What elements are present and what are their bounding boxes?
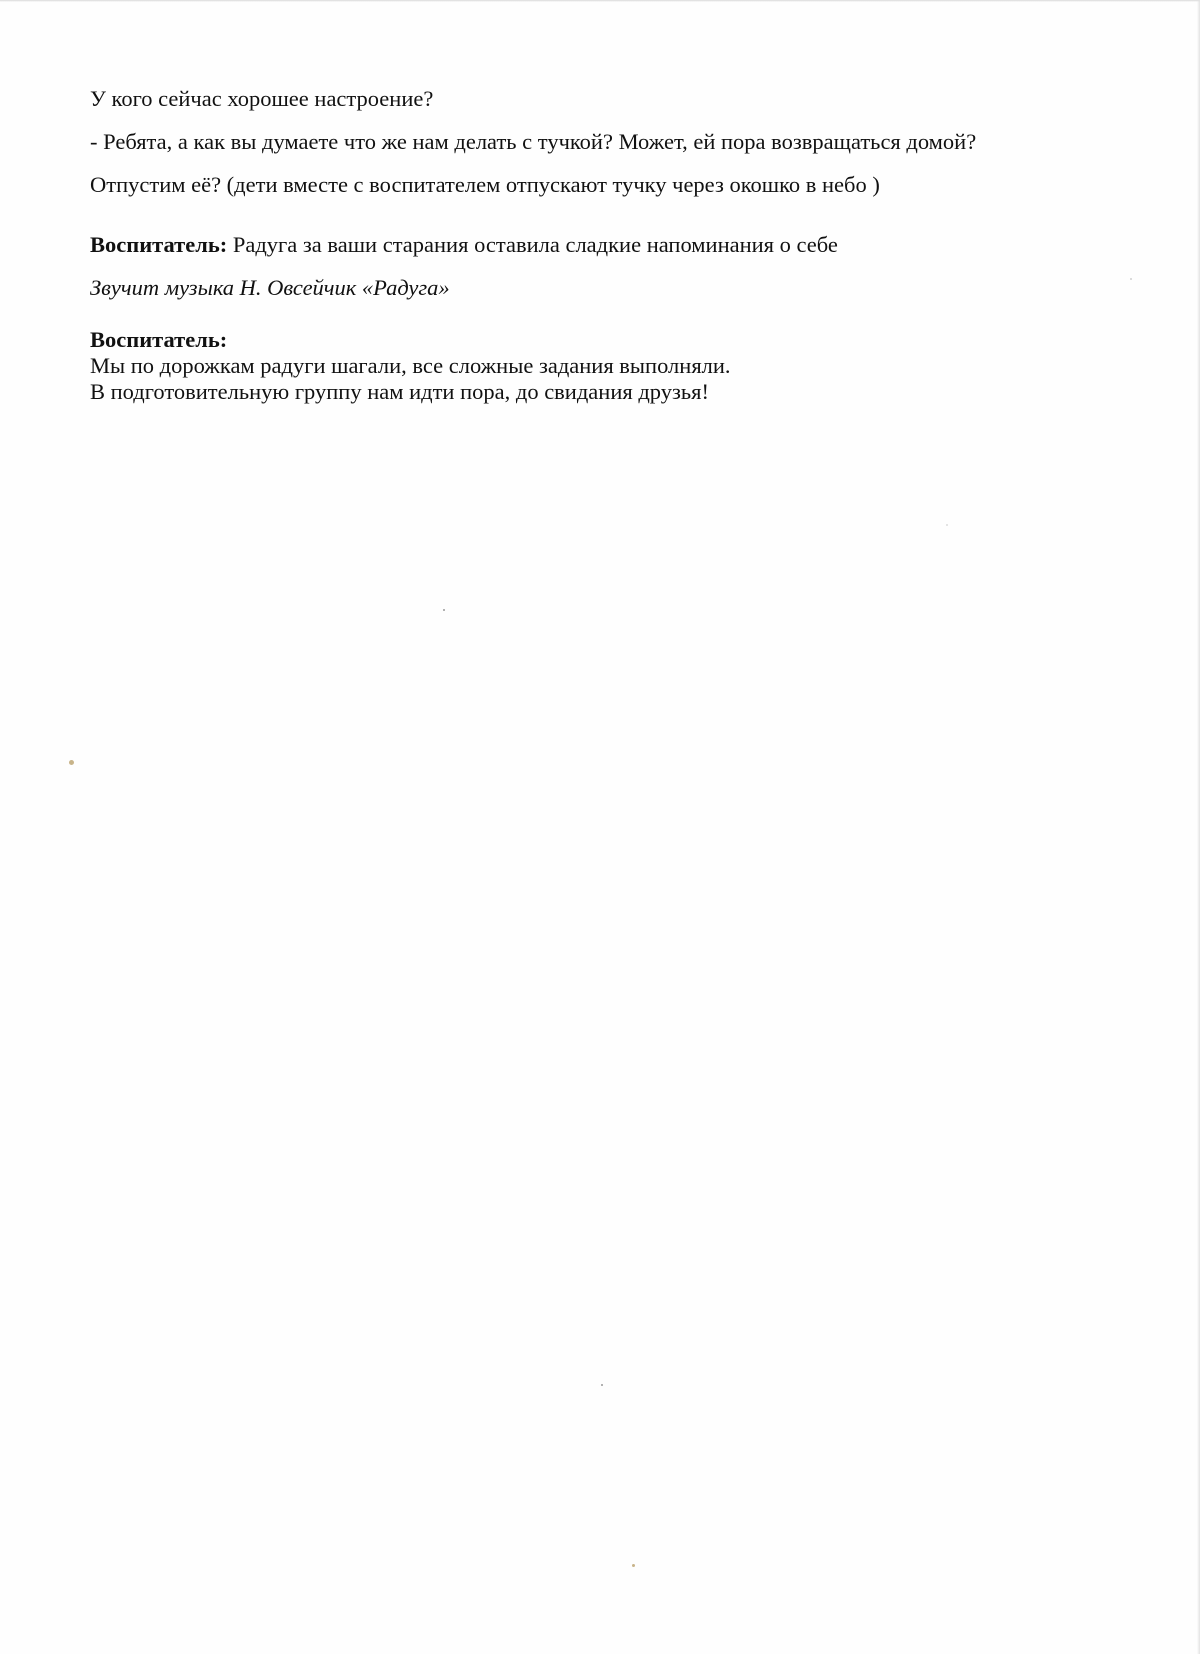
scan-speck	[1130, 278, 1132, 280]
paragraph-teacher-label	[90, 327, 1130, 353]
paragraph-mood-question	[90, 86, 1130, 112]
line-text: Мы по дорожкам радуги шагали, все сложные задания выполняли.	[90, 353, 731, 378]
scan-speck	[632, 1564, 635, 1567]
scan-speck	[946, 524, 948, 526]
scan-edge-top	[0, 0, 1200, 2]
line-text: В подготовительную группу нам идти пора, до свидания друзья!	[90, 379, 709, 404]
document-body	[90, 86, 1130, 405]
line-text: Звучит музыка Н. Овсейчик «Радуга»	[90, 275, 450, 300]
line-text: У кого сейчас хорошее настроение?	[90, 86, 434, 111]
paragraph-cloud-question	[90, 129, 1130, 155]
line-text: - Ребята, а как вы думаете что же нам делать с тучкой? Может, ей пора возвращаться домой?	[90, 129, 977, 154]
paragraph-teacher-rainbow	[90, 232, 1130, 258]
line-text: Радуга за ваши старания оставила сладкие напоминания о себе	[227, 232, 838, 257]
scan-speck	[601, 1384, 603, 1386]
speaker-label: Воспитатель:	[90, 327, 228, 352]
speaker-label: Воспитатель:	[90, 232, 228, 257]
scan-speck	[69, 760, 74, 765]
paragraph-music-note	[90, 275, 1130, 301]
line-text: Отпустим её? (дети вместе с воспитателем отпускают тучку через окошко в небо )	[90, 172, 880, 197]
paragraph-release-cloud	[90, 172, 1130, 198]
paragraph-poem-line-2	[90, 379, 1130, 405]
paragraph-poem-line-1	[90, 353, 1130, 379]
scan-speck	[443, 609, 445, 611]
